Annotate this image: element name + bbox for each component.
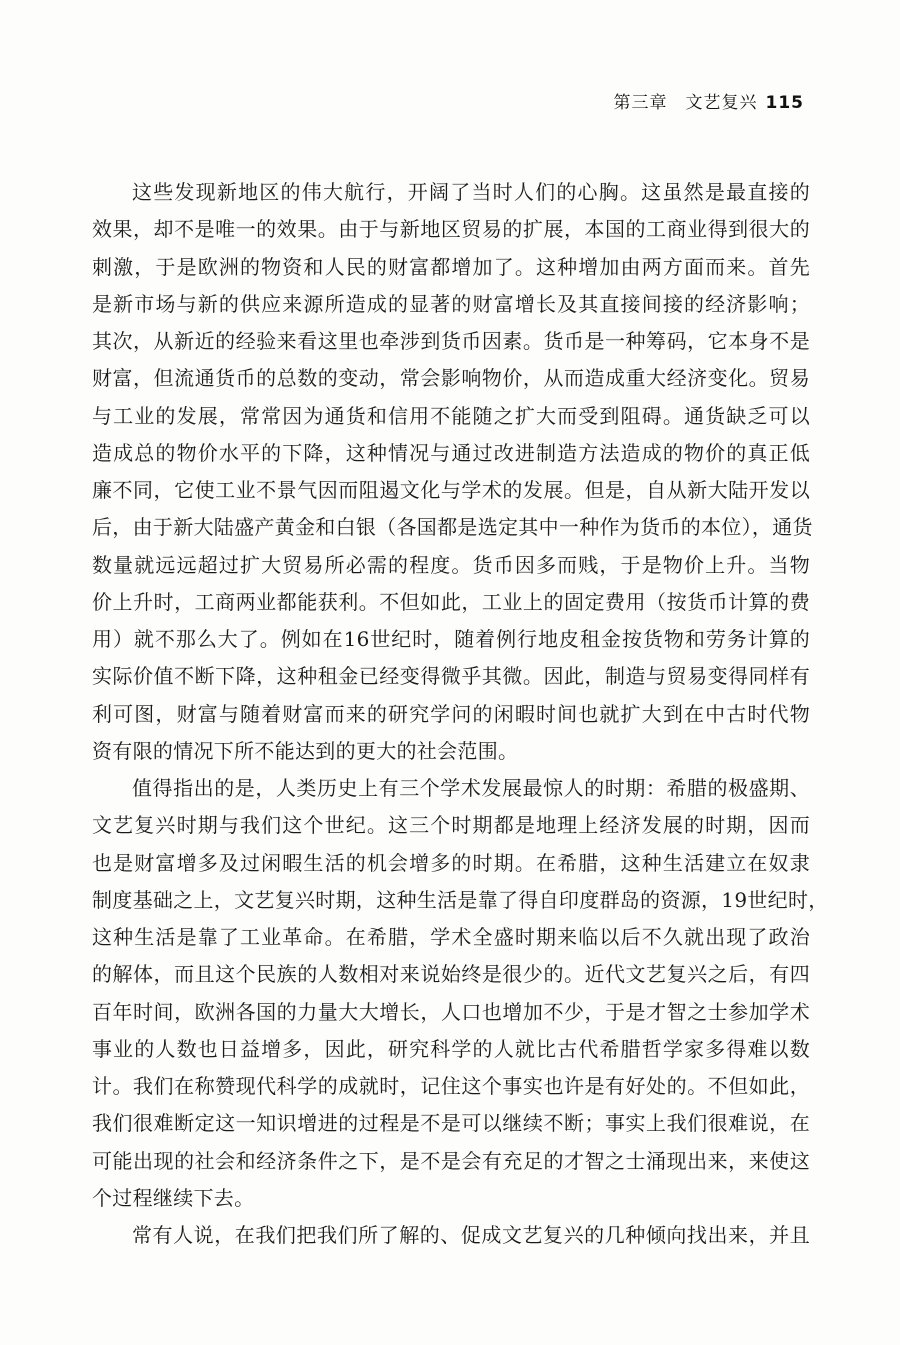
text-line: 个过程继续下去。 bbox=[92, 1185, 255, 1210]
text-line: 造成总的物价水平的下降，这种情况与通过改进制造方法造成的物价的真正低 bbox=[92, 440, 810, 465]
text-line: 廉不同，它使工业不景气因而阻遏文化与学术的发展。但是，自从新大陆开发以 bbox=[92, 478, 810, 502]
text-line: 也是财富增多及过闲暇生活的机会增多的时期。在希腊，这种生活建立在奴隶 bbox=[92, 850, 810, 875]
text-line: 效果，却不是唯一的效果。由于与新地区贸易的扩展，本国的工商业得到很大的 bbox=[92, 217, 810, 242]
running-header bbox=[614, 88, 805, 113]
text-line: 的解体，而且这个民族的人数相对来说始终是很少的。近代文艺复兴之后，有四 bbox=[92, 962, 810, 987]
text-line: 是新市场与新的供应来源所造成的显著的财富增长及其直接间接的经济影响； bbox=[92, 291, 810, 316]
text-line: 计。我们在称赞现代科学的成就时，记住这个事实也许是有好处的。不但如此， bbox=[92, 1074, 810, 1098]
text-line: 后，由于新大陆盛产黄金和白银（各国都是选定其中一种作为货币的本位），通货 bbox=[92, 515, 813, 540]
text-line: 制度基础之上，文艺复兴时期，这种生活是靠了得自印度群岛的资源，19世纪时， bbox=[92, 887, 829, 912]
body-text bbox=[92, 174, 829, 1254]
text-line: 可能出现的社会和经济条件之下，是不是会有充足的才智之士涌现出来，来使这 bbox=[92, 1148, 810, 1173]
text-line: 利可图，财富与随着财富而来的研究学问的闲暇时间也就扩大到在中古时代物 bbox=[92, 701, 810, 726]
text-line: 我们很难断定这一知识增进的过程是不是可以继续不断；事实上我们很难说，在 bbox=[92, 1111, 810, 1136]
text-line: 数量就远远超过扩大贸易所必需的程度。货币因多而贱，于是物价上升。当物 bbox=[92, 552, 810, 577]
text-line: 文艺复兴时期与我们这个世纪。这三个时期都是地理上经济发展的时期，因而 bbox=[92, 813, 810, 838]
page-number: 115 bbox=[765, 93, 804, 113]
text-line: 与工业的发展，常常因为通货和信用不能随之扩大而受到阻碍。通货缺乏可以 bbox=[92, 403, 810, 428]
chapter-label: 第三章 bbox=[613, 93, 668, 113]
text-line: 这些发现新地区的伟大航行，开阔了当时人们的心胸。这虽然是最直接的 bbox=[132, 180, 810, 204]
text-line: 实际价值不断下降，这种租金已经变得微乎其微。因此，制造与贸易变得同样有 bbox=[92, 664, 810, 689]
chapter-title: 文艺复兴 bbox=[685, 93, 758, 113]
text-line: 值得指出的是，人类历史上有三个学术发展最惊人的时期：希腊的极盛期、 bbox=[132, 776, 810, 800]
text-line: 价上升时，工商两业都能获利。不但如此，工业上的固定费用（按货币计算的费 bbox=[92, 589, 810, 614]
text-line: 财富，但流通货币的总数的变动，常会影响物价，从而造成重大经济变化。贸易 bbox=[92, 366, 810, 391]
text-line: 用）就不那么大了。例如在16世纪时，随着例行地皮租金按货物和劳务计算的 bbox=[92, 627, 810, 651]
text-line: 其次，从新近的经验来看这里也牵涉到货币因素。货币是一种筹码，它本身不是 bbox=[92, 329, 810, 353]
text-line: 事业的人数也日益增多，因此，研究科学的人就比古代希腊哲学家多得难以数 bbox=[92, 1036, 810, 1061]
text-line: 这种生活是靠了工业革命。在希腊，学术全盛时期来临以后不久就出现了政治 bbox=[92, 925, 810, 949]
text-line: 百年时间，欧洲各国的力量大大增长，人口也增加不少，于是才智之士参加学术 bbox=[92, 999, 810, 1024]
text-line: 常有人说，在我们把我们所了解的、促成文艺复兴的几种倾向找出来，并且 bbox=[132, 1223, 810, 1247]
text-line: 刺激，于是欧洲的物资和人民的财富都增加了。这种增加由两方面而来。首先 bbox=[92, 254, 810, 279]
text-line: 资有限的情况下所不能达到的更大的社会范围。 bbox=[92, 738, 519, 763]
